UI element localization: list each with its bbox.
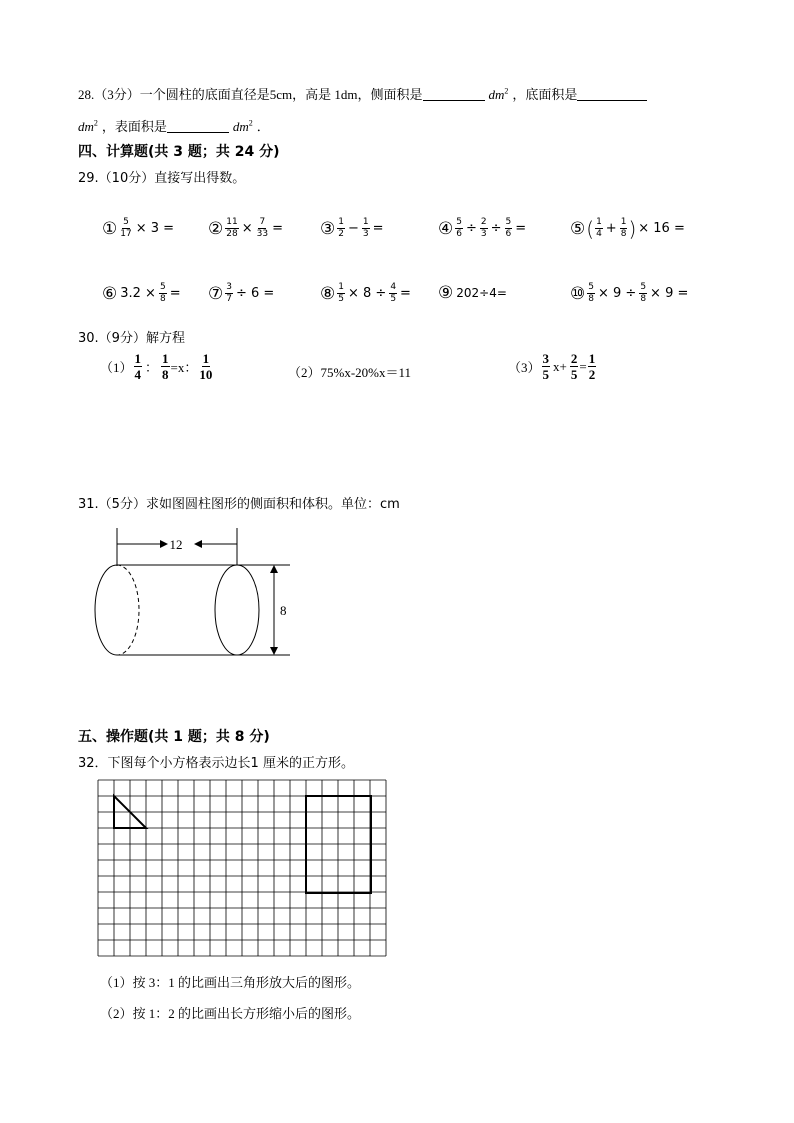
- fraction: $\frac{5}{6}$: [505, 217, 512, 239]
- q29-item-8: ⑧ $\frac{1}{5}$ × 8 ÷ $\frac{4}{5}$ =: [320, 282, 411, 304]
- section-4-heading: 四、计算题(共 3 题；共 24 分): [78, 144, 280, 160]
- square-grid: [97, 779, 389, 962]
- q28-blank-base-area[interactable]: [577, 86, 647, 101]
- rectangle-shape: [306, 796, 371, 893]
- fraction: $\frac{11}{28}$: [226, 217, 238, 239]
- q29-item-9: ⑨ 202÷4=: [438, 283, 507, 303]
- q28-sep2: ，表面积是: [101, 119, 167, 134]
- q30-equation-2: （2） 75%x-20%x＝11: [288, 365, 412, 380]
- question-30-stem: 30.（9分）解方程: [78, 331, 185, 346]
- cylinder-right-face: [215, 565, 259, 655]
- cylinder-left-front-arc: [95, 565, 117, 655]
- q28-blank-lateral-area[interactable]: [423, 86, 485, 101]
- fraction: $\frac{1}{8}$: [620, 217, 627, 239]
- fraction: $\frac{5}{8}$: [588, 282, 594, 304]
- fraction: $\frac{7}{33}$: [256, 217, 269, 239]
- fraction: $\frac{1}{3}$: [362, 217, 369, 239]
- question-29-stem: 29.（10分）直接写出得数。: [78, 171, 246, 186]
- fraction: $\frac{5}{8}$: [159, 282, 166, 304]
- q32-sub-1: （1）按 3：1 的比画出三角形放大后的图形。: [100, 975, 361, 990]
- q28-blank-surface-area[interactable]: [167, 118, 229, 133]
- q28-unit2: dm: [78, 119, 94, 134]
- q32-sub-2: （2）按 1：2 的比画出长方形缩小后的图形。: [100, 1006, 361, 1021]
- q30-equation-1: （1） $\frac{1}{4}$ ： $\frac{1}{8}$ =x： $\frac{1}{10}$: [100, 351, 213, 382]
- fraction: $\frac{1}{4}$: [596, 217, 602, 239]
- fraction: $\frac{1}{10}$: [199, 351, 213, 382]
- fraction: $\frac{3}{5}$: [542, 351, 550, 382]
- diameter-label: 8: [280, 603, 287, 618]
- q28-unit1: dm: [488, 87, 505, 102]
- fraction: $\frac{2}{5}$: [570, 351, 578, 382]
- question-28-line1: 28.（3分）一个圆柱的底面直径是5cm，高是 1dm，侧面积是 $dm^2$ ，底面积是: [78, 84, 647, 103]
- fraction: $\frac{1}{5}$: [338, 282, 344, 304]
- fraction: $\frac{5}{17}$: [120, 217, 132, 239]
- grid-lines: [98, 780, 386, 956]
- q28-unit3: dm: [232, 119, 249, 134]
- fraction: $\frac{1}{2}$: [338, 217, 344, 239]
- fraction: $\frac{5}{6}$: [456, 217, 462, 239]
- q28-sep1: ，底面积是: [512, 87, 578, 102]
- q30-equation-3: （3） $\frac{3}{5}$ x+ $\frac{2}{5}$ = $\frac{1}{2}$: [508, 351, 596, 382]
- fraction: $\frac{1}{2}$: [588, 351, 596, 382]
- length-label: 12: [169, 537, 183, 552]
- q29-item-2: ② $\frac{11}{28}$ × $\frac{7}{33}$ =: [208, 217, 283, 239]
- q29-item-10: ⑩ $\frac{5}{8}$ × 9 ÷ $\frac{5}{8}$ × 9 =: [570, 282, 689, 304]
- fraction: $\frac{1}{4}$: [134, 351, 142, 382]
- q29-item-3: ③ $\frac{1}{2}$ − $\frac{1}{3}$ =: [320, 217, 384, 239]
- q29-item-5: ⑤ ( $\frac{1}{4}$ + $\frac{1}{8}$ ) × 16 =: [570, 216, 685, 241]
- q29-item-7: ⑦ $\frac{3}{7}$ ÷ 6 =: [208, 282, 275, 304]
- cylinder-left-back-arc: [117, 565, 139, 655]
- fraction: $\frac{2}{3}$: [480, 217, 487, 239]
- q29-item-6: ⑥ 3.2 × $\frac{5}{8}$ =: [102, 282, 181, 304]
- question-32-stem: 32．下图每个小方格表示边长1 厘米的正方形。: [78, 756, 354, 771]
- fraction: $\frac{1}{8}$: [162, 351, 169, 382]
- fraction: $\frac{4}{5}$: [390, 282, 397, 304]
- section-5-heading: 五、操作题(共 1 题；共 8 分): [78, 729, 270, 745]
- fraction: $\frac{5}{8}$: [640, 282, 647, 304]
- question-28-line2: $dm^2$ ，表面积是 $dm^2$ ．: [78, 118, 270, 134]
- q28-prefix: 28.（3分）一个圆柱的底面直径是5cm，高是 1dm，侧面积是: [78, 87, 423, 102]
- cylinder-figure: [90, 528, 300, 668]
- fraction: $\frac{3}{7}$: [226, 282, 232, 304]
- q29-item-1: ① $\frac{5}{17}$ × 3 =: [102, 217, 175, 239]
- q29-item-4: ④ $\frac{5}{6}$ ÷ $\frac{2}{3}$ ÷ $\frac{5}{6}$ =: [438, 217, 527, 239]
- question-31-stem: 31.（5分）求如图圆柱图形的侧面积和体积。单位：cm: [78, 497, 400, 512]
